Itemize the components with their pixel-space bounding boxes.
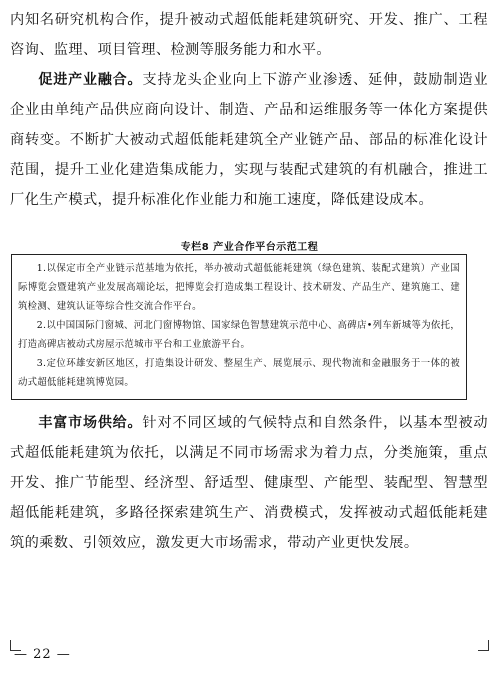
paragraph-industry-integration — [10, 65, 488, 215]
box-title: 专栏8 产业合作平台示范工程 — [180, 242, 319, 253]
paragraph-market-supply — [10, 408, 488, 558]
box-item-3: 3.定位环雄安新区地区，打造集设计研发、整屋生产、展览展示、现代物流和金融服务于一体的被动式超低能耗建筑博览园。 — [18, 358, 460, 388]
paragraph-text: 支持龙头企业向上下游产业渗透、延伸，鼓励制造业企业由单纯产品供应商向设计、制造、产品和运维服务等一体化方案提供商转变。不断扩大被动式超低能耗建筑全产业链产品、部品的标准化设计范围，提升工业化建造集成能力，实现与装配式建筑的有机融合，推进工厂化生产模式，提升标准化作业能力和施工速度，降低建设成本。 — [10, 72, 488, 208]
box-item-2: 2.以中国国际门窗城、河北门窗博物馆、国家绿色智慧建筑示范中心、高碑店•列车新城等为依托，打造高碑店被动式房屋示范城市平台和工业旅游平台。 — [18, 320, 460, 350]
demonstration-project-box — [11, 254, 467, 400]
crop-mark-bottom-right — [478, 640, 489, 651]
page-number: — 22 — — [14, 647, 71, 662]
paragraph-research-cooperation — [10, 5, 488, 65]
paragraph-lead-heading: 促进产业融合。 — [38, 72, 143, 88]
paragraph-text: 针对不同区域的气候特点和自然条件，以基本型被动式超低能耗建筑为依托，以满足不同市场需求为着力点，分类施策，重点开发、推广节能型、经济型、舒适型、健康型、产能型、装配型、智慧型超低能耗建筑，多路径探索建筑生产、消费模式，发挥被动式超低能耗建筑的乘数、引领效应，激发更大市场需求，带动产业更快发展。 — [10, 415, 488, 551]
paragraph-text: 内知名研究机构合作，提升被动式超低能耗建筑研究、开发、推广、工程咨询、监理、项目管理、检测等服务能力和水平。 — [10, 12, 488, 58]
box-item-1: 1.以保定市全产业链示范基地为依托，举办被动式超低能耗建筑（绿色建筑、装配式建筑）产业国际博览会暨建筑产业发展高端论坛，把博览会打造成集工程设计、技术研发、产品生产、建筑施工、建筑检测、建筑认证等综合性交流合作平台。 — [18, 263, 460, 312]
paragraph-lead-heading: 丰富市场供给。 — [38, 415, 143, 431]
